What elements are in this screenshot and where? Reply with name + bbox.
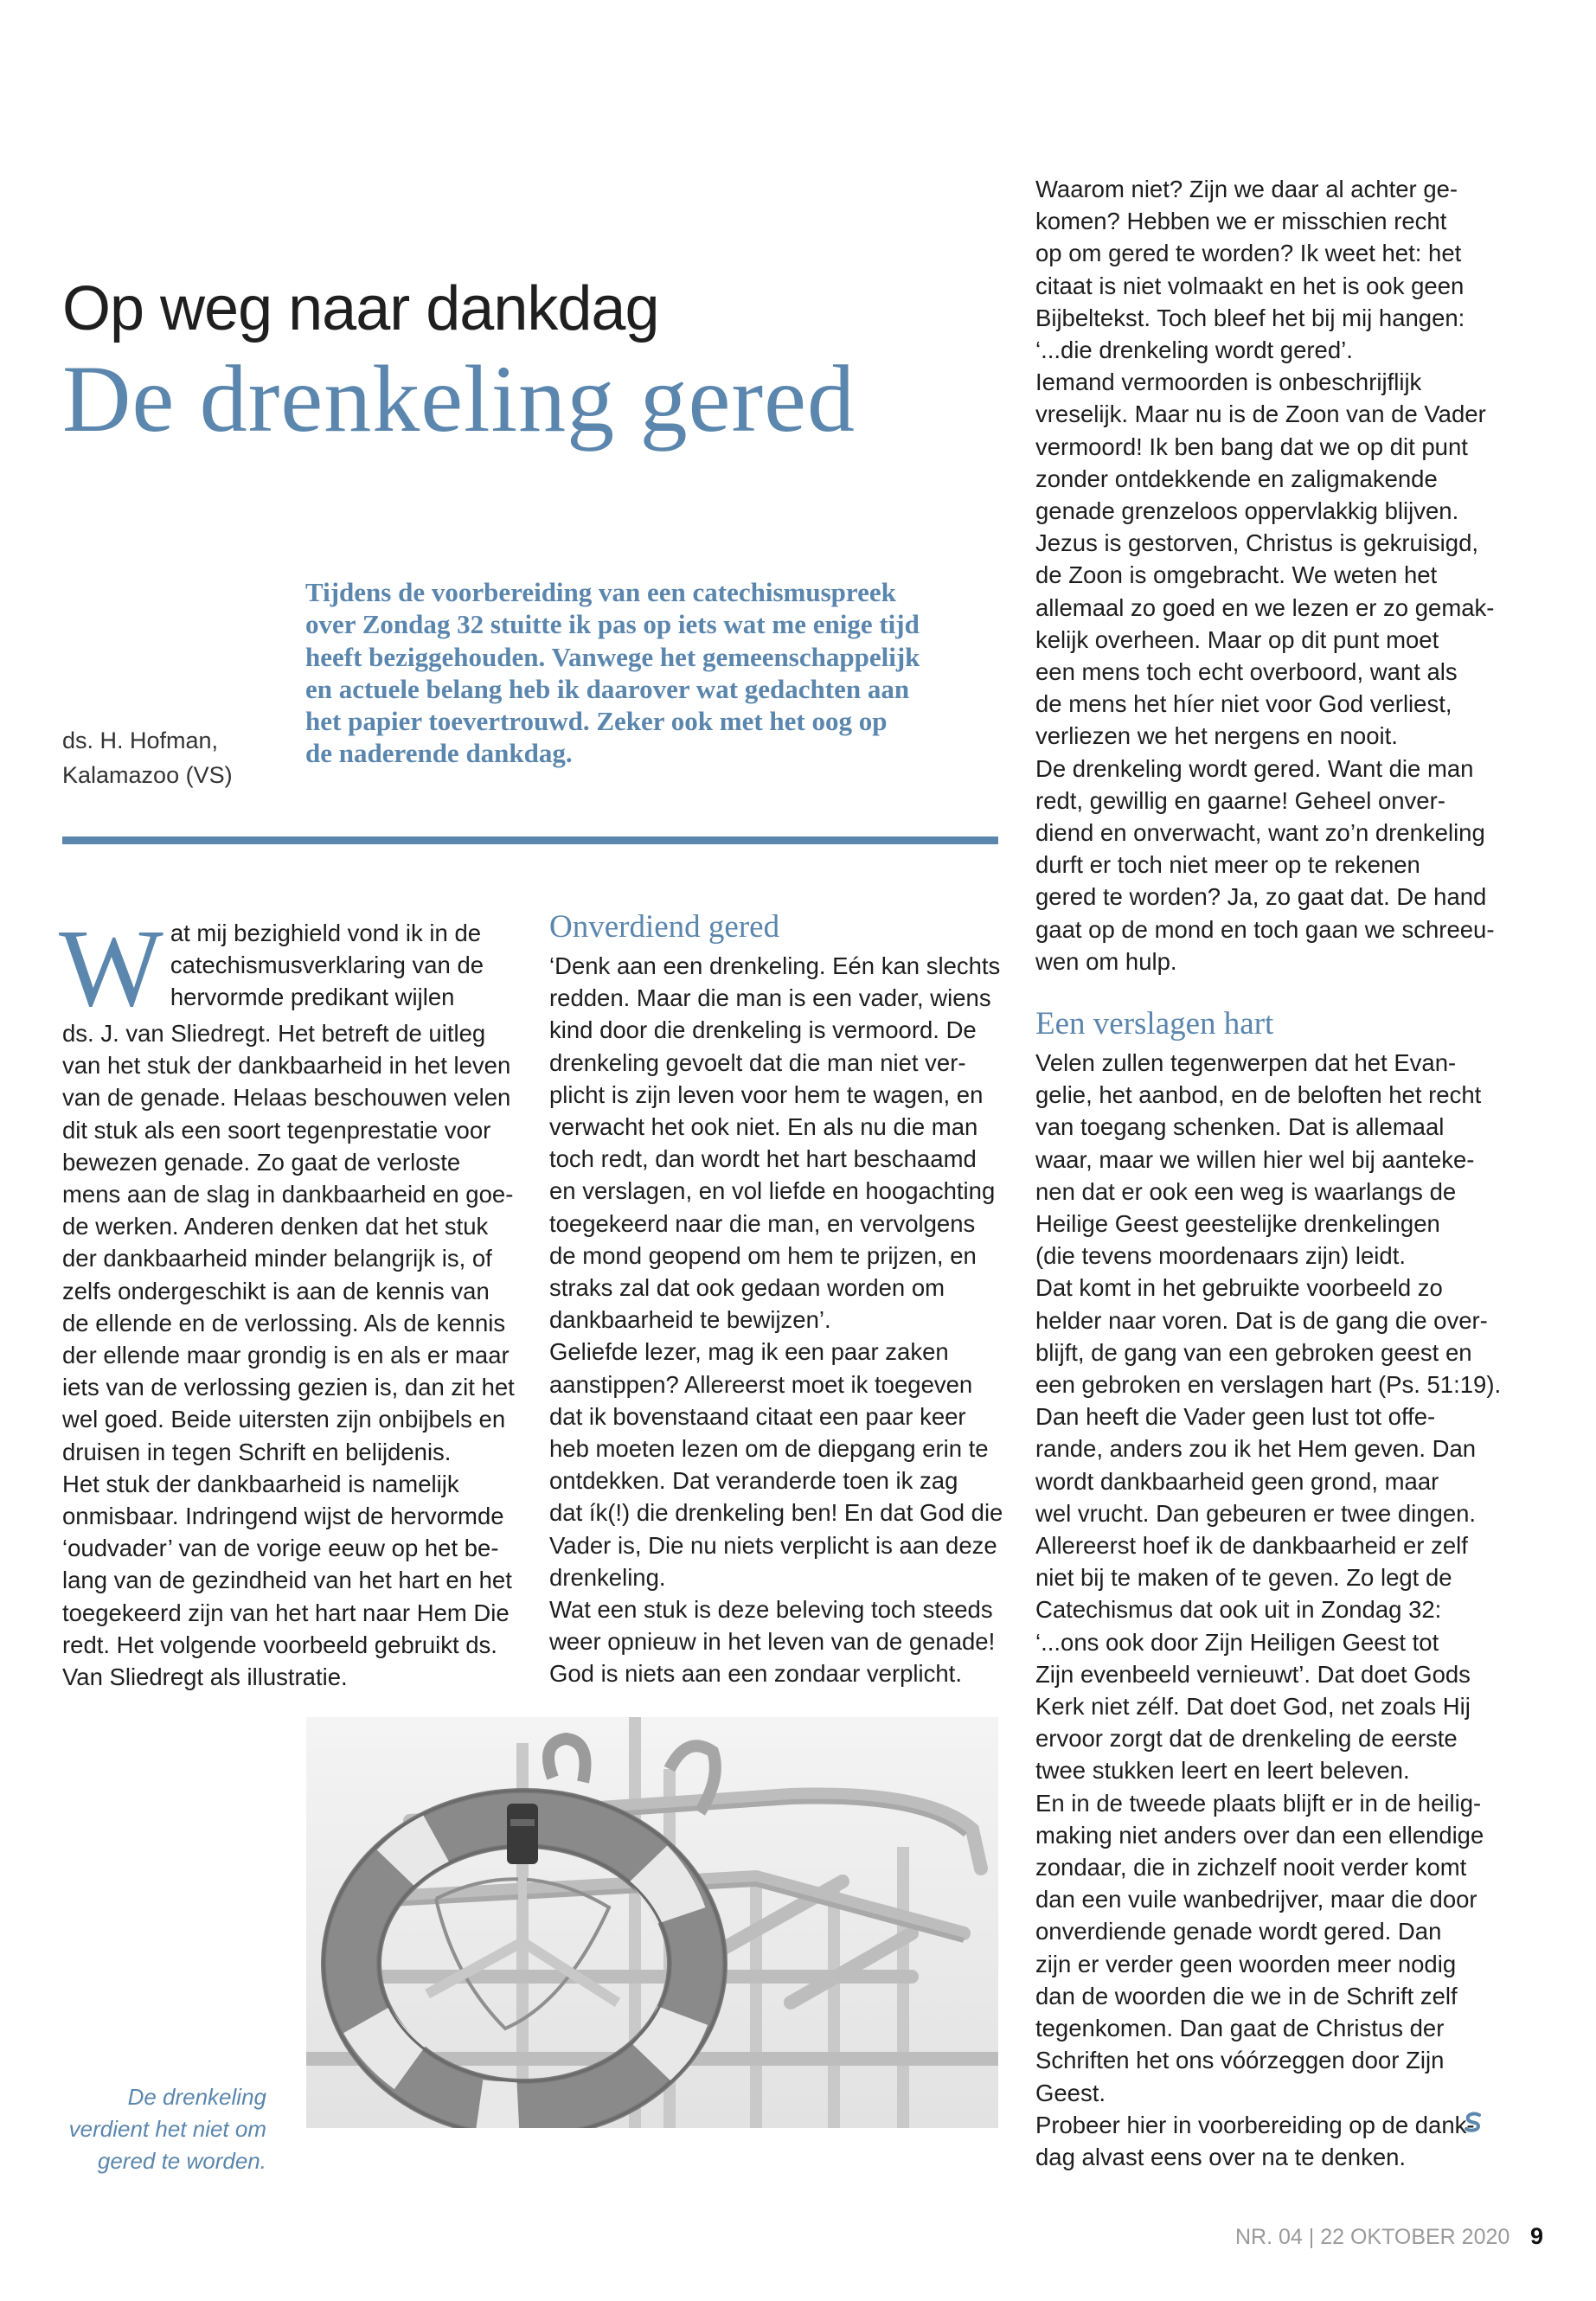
text-line: (die tevens moordenaars zijn) leidt.: [1035, 1242, 1406, 1270]
text-line: hervormde predikant wijlen: [170, 984, 455, 1011]
text-line: wordt dankbaarheid geen grond, maar: [1035, 1467, 1439, 1495]
text-line: Bijbeltekst. Toch bleef het bij mij hangen:: [1035, 304, 1465, 331]
text-line: vermoord! Ik ben bang dat we op dit punt: [1035, 433, 1468, 460]
text-line: een mens toch echt overboord, want als: [1035, 658, 1458, 686]
text-line: Catechismus dat ook uit in Zondag 32:: [1035, 1596, 1442, 1624]
intro-line: en actuele belang heb ik daarover wat gedachten aan: [305, 673, 910, 704]
text-line: Van Sliedregt als illustratie.: [62, 1663, 348, 1691]
intro-line: Tijdens de voorbereiding van een catechismuspreek: [305, 577, 896, 607]
text-line: en verslagen, en vol liefde en hoogachting: [549, 1177, 996, 1205]
text-line: der dankbaarheid minder belangrijk is, of: [62, 1245, 492, 1272]
text-line: God is niets aan een zondaar verplicht.: [549, 1660, 962, 1688]
text-line: iets van de verlossing gezien is, dan zit het: [62, 1374, 515, 1401]
text-line: zondaar, die in zichzelf nooit verder komt: [1035, 1854, 1467, 1881]
text-line: making niet anders over dan een ellendige: [1035, 1821, 1484, 1849]
text-line: dat ik bovenstaand citaat een paar keer: [549, 1402, 966, 1430]
caption-line: De drenkeling: [127, 2084, 266, 2110]
text-line: rande, anders zou ik het Hem geven. Dan: [1035, 1435, 1477, 1463]
text-line: catechismusverklaring van de: [170, 952, 484, 979]
text-line: zijn er verder geen woorden meer nodig: [1035, 1950, 1457, 1977]
intro-line: het papier toevertrouwd. Zeker ook met het oog op: [305, 706, 888, 737]
intro-line: over Zondag 32 stuitte ik pas op iets wat me enige tijd: [305, 609, 920, 640]
text-line: bewezen genade. Zo gaat de verloste: [62, 1148, 461, 1176]
text-line: Allereerst hoef ik de dankbaarheid er zelf: [1035, 1532, 1468, 1560]
intro-paragraph: [305, 576, 1015, 770]
text-line: lang van de gezindheid van het hart en het: [62, 1567, 512, 1594]
text-line: dag alvast eens over na te denken.: [1035, 2143, 1407, 2170]
text-line: Probeer hier in voorbereiding op de dank-: [1035, 2111, 1475, 2138]
text-line: De drenkeling wordt gered. Want die man: [1035, 754, 1474, 782]
text-line: aanstippen? Allereerst moet ik toegeven: [549, 1370, 973, 1398]
intro-line: heeft beziggehouden. Vanwege het gemeenschappelijk: [305, 641, 920, 672]
text-line: heb moeten lezen om de diepgang erin te: [549, 1435, 989, 1463]
text-line: de werken. Anderen denken dat het stuk: [62, 1213, 489, 1240]
author-byline: [62, 723, 253, 792]
author-name: ds. H. Hofman,: [62, 727, 219, 753]
text-line: van de genade. Helaas beschouwen velen: [62, 1084, 511, 1112]
text-line: gelie, het aanbod, en de beloften het recht: [1035, 1081, 1482, 1109]
text-line: ‘oudvader’ van de vorige eeuw op het be-: [62, 1535, 499, 1562]
text-line: redden. Maar die man is een vader, wiens: [549, 984, 991, 1012]
column-1: [59, 907, 515, 1693]
text-line: onmisbaar. Indringend wijst de hervormde: [62, 1503, 504, 1530]
text-line: diend en onverwacht, want zo’n drenkeling: [1035, 819, 1485, 847]
text-line: Kerk niet zélf. Dat doet God, net zoals Hij: [1035, 1693, 1471, 1721]
text-line: waar, maar we willen hier wel bij aanteke-: [1035, 1145, 1475, 1173]
text-line: gered te worden? Ja, zo gaat dat. De hand: [1035, 883, 1487, 911]
text-line: ds. J. van Sliedregt. Het betreft de uitleg: [62, 1020, 486, 1047]
photo-caption: [52, 2081, 266, 2177]
lifebuoy-photo: [306, 1717, 998, 2128]
text-line: at mij bezighield vond ik in de: [170, 920, 482, 946]
text-line: Iemand vermoorden is onbeschrijflijk: [1035, 369, 1422, 396]
text-line: mens aan de slag in dankbaarheid en goe-: [62, 1181, 514, 1208]
text-line: plicht is zijn leven voor hem te wagen, en: [549, 1080, 984, 1108]
text-line: zonder ontdekkende en zaligmakende: [1035, 465, 1438, 492]
text-line: toch redt, dan wordt het hart beschaamd: [549, 1145, 977, 1173]
text-line: ‘...die drenkeling wordt gered’.: [1035, 336, 1353, 364]
intro-line: de naderende dankdag.: [305, 738, 573, 769]
text-line: ‘Denk aan een drenkeling. Eén kan slechts: [549, 952, 1001, 979]
text-line: tegenkomen. Dan gaat de Christus der: [1035, 2015, 1445, 2042]
text-line: redt, gewillig en gaarne! Geheel onver-: [1035, 786, 1445, 814]
text-line: verwacht het ook niet. En als nu die man: [549, 1113, 978, 1141]
text-line: van toegang schenken. Dat is allemaal: [1035, 1113, 1445, 1141]
column-3: [1035, 173, 1503, 977]
text-line: Schriften het ons vóórzeggen door Zijn: [1035, 2047, 1445, 2074]
text-line: straks zal dat ook gedaan worden om: [549, 1274, 945, 1302]
text-line: Vader is, Die nu niets verplicht is aan deze: [549, 1531, 997, 1559]
text-line: zelfs ondergeschikt is aan de kennis van: [62, 1277, 490, 1304]
text-line: der ellende maar grondig is en als er maar: [62, 1342, 510, 1369]
text-line: Wat een stuk is deze beleving toch steeds: [549, 1596, 993, 1624]
end-mark-icon: [1462, 2111, 1484, 2133]
text-line: twee stukken leert en leert beleven.: [1035, 1757, 1410, 1785]
text-line: de mond geopend om hem te prijzen, en: [549, 1241, 977, 1269]
caption-line: gered te worden.: [97, 2148, 266, 2174]
text-line: blijft, de gang van een gebroken geest en: [1035, 1338, 1472, 1366]
text-line: Het stuk der dankbaarheid is namelijk: [62, 1470, 459, 1497]
text-line: ‘...ons ook door Zijn Heiligen Geest tot: [1035, 1628, 1439, 1656]
text-line: dan de woorden die we in de Schrift zelf: [1035, 1982, 1458, 2009]
text-line: gaat op de mond en toch gaan we schreeu-: [1035, 915, 1495, 943]
text-line: dan een vuile wanbedrijver, maar die door: [1035, 1886, 1477, 1913]
text-line: ontdekken. Dat veranderde toen ik zag: [549, 1467, 958, 1495]
article-title: De drenkeling gered: [62, 346, 856, 452]
subhead-onverdiend-gered: Onverdiend gered: [549, 909, 780, 945]
text-line: een gebroken en verslagen hart (Ps. 51:19).: [1035, 1371, 1502, 1399]
text-line: allemaal zo goed en we lezen er zo gemak-: [1035, 593, 1495, 621]
text-line: toegekeerd zijn van het hart naar Hem Die: [62, 1599, 510, 1626]
text-line: wel goed. Beide uitersten zijn onbijbels en: [62, 1406, 506, 1433]
text-line: kelijk overheen. Maar op dit punt moet: [1035, 625, 1439, 653]
text-line: durft er toch niet meer op te rekenen: [1035, 851, 1420, 879]
text-line: de ellende en de verlossing. Als de kennis: [62, 1309, 506, 1336]
text-line: dat ík(!) die drenkeling ben! En dat God die: [549, 1499, 1003, 1527]
text-line: wel vrucht. Dan gebeuren er twee dingen.: [1035, 1499, 1477, 1527]
text-line: Zijn evenbeeld vernieuwt’. Dat doet Gods: [1035, 1660, 1471, 1688]
issue-info: NR. 04 | 22 OKTOBER 2020: [1235, 2225, 1510, 2249]
text-line: komen? Hebben we er misschien recht: [1035, 208, 1447, 235]
drop-cap: W: [59, 907, 163, 1029]
text-line: Jezus is gestorven, Christus is gekruisigd,: [1035, 529, 1479, 557]
text-line: Geliefde lezer, mag ik een paar zaken: [549, 1338, 949, 1366]
text-line: niet bij te maken of te geven. Zo legt de: [1035, 1564, 1452, 1592]
column-2: [549, 950, 1003, 1690]
text-line: Geest.: [1035, 2079, 1106, 2106]
text-line: drenkeling gevoelt dat die man niet ver-: [549, 1048, 966, 1076]
text-line: kind door die drenkeling is vermoord. De: [549, 1016, 977, 1044]
text-line: Heilige Geest geestelijke drenkelingen: [1035, 1210, 1440, 1238]
text-line: En in de tweede plaats blijft er in de heilig-: [1035, 1789, 1482, 1817]
text-line: Dan heeft die Vader geen lust tot offe-: [1035, 1403, 1436, 1431]
page-number: 9: [1530, 2223, 1544, 2249]
text-line: dankbaarheid te bewijzen’.: [549, 1306, 831, 1334]
text-line: drenkeling.: [549, 1563, 666, 1591]
text-line: onverdiende genade wordt gered. Dan: [1035, 1918, 1442, 1945]
text-line: Dat komt in het gebruikte voorbeeld zo: [1035, 1274, 1443, 1302]
text-line: vreselijk. Maar nu is de Zoon van de Vader: [1035, 401, 1486, 428]
text-line: verliezen we het nergens en nooit.: [1035, 722, 1398, 750]
text-line: druisen in tegen Schrift en belijdenis.: [62, 1438, 452, 1465]
text-line: nen dat er ook een weg is waarlangs de: [1035, 1177, 1457, 1205]
text-line: helder naar voren. Dat is de gang die over-: [1035, 1306, 1488, 1334]
caption-line: verdient het niet om: [68, 2116, 266, 2142]
subhead-een-verslagen-hart: Een verslagen hart: [1035, 1006, 1274, 1042]
author-location: Kalamazoo (VS): [62, 762, 233, 788]
column-3-continued: [1035, 1047, 1503, 2173]
text-line: van het stuk der dankbaarheid in het leven: [62, 1052, 511, 1080]
text-line: toegekeerd naar die man, en vervolgens: [549, 1209, 976, 1237]
text-line: dit stuk als een soort tegenprestatie voor: [62, 1116, 491, 1144]
text-line: de mens het híer niet voor God verliest,: [1035, 690, 1452, 718]
text-line: weer opnieuw in het leven van de genade!: [549, 1628, 996, 1656]
text-line: de Zoon is omgebracht. We weten het: [1035, 561, 1438, 589]
text-line: Velen zullen tegenwerpen dat het Evan-: [1035, 1049, 1457, 1076]
text-line: Waarom niet? Zijn we daar al achter ge-: [1035, 176, 1458, 202]
divider-rule: [62, 836, 998, 844]
kicker-heading: Op weg naar dankdag: [62, 274, 659, 343]
text-line: redt. Het volgende voorbeeld gebruikt ds.: [62, 1631, 497, 1658]
text-line: genade grenzeloos oppervlakkig blijven.: [1035, 497, 1459, 525]
text-line: wen om hulp.: [1035, 947, 1177, 975]
text-line: ervoor zorgt dat de drenkeling de eerste: [1035, 1725, 1458, 1753]
text-line: op om gered te worden? Ik weet het: het: [1035, 240, 1462, 267]
text-line: citaat is niet volmaakt en het is ook geen: [1035, 272, 1465, 299]
